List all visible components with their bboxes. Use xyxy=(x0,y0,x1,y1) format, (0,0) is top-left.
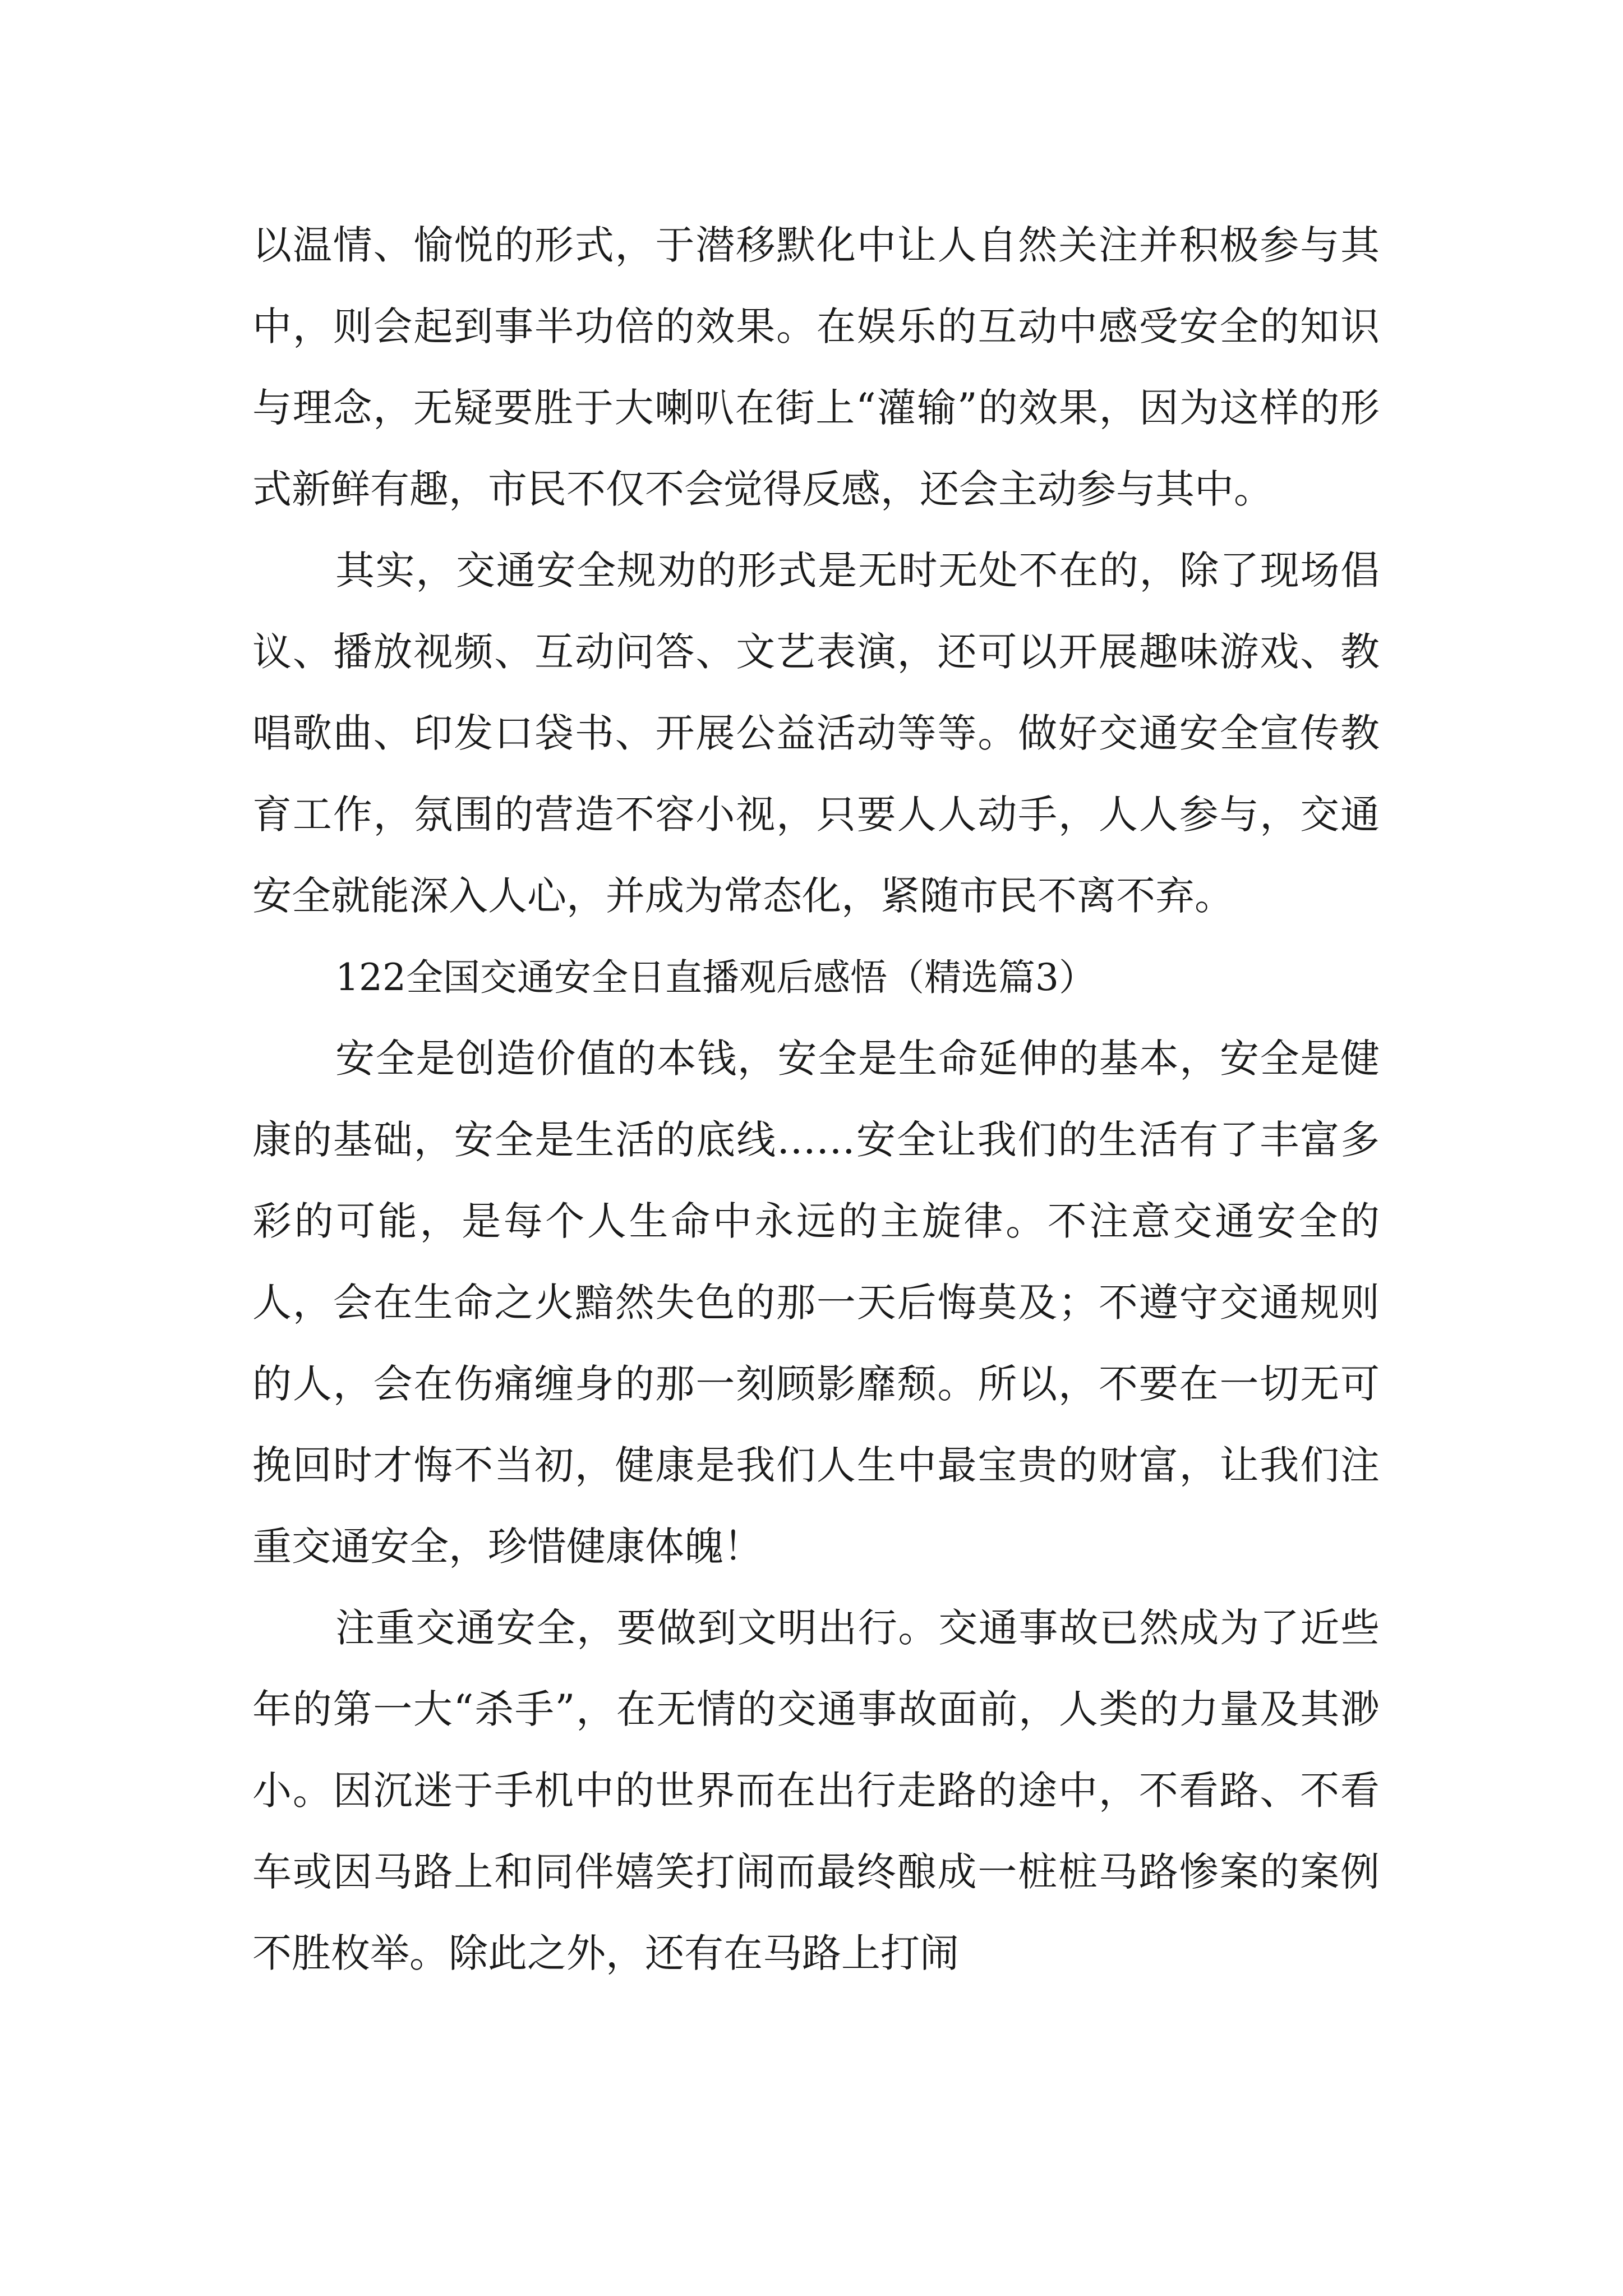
paragraph-continued: 以温情、愉悦的形式，于潜移默化中让人自然关注并积极参与其中，则会起到事半功倍的效果。在娱乐的互动中感受安全的知识与理念，无疑要胜于大喇叭在街上“灌输”的效果，因为这样的形式新鲜有趣，市民不仅不会觉得反感，还会主动参与其中。 xyxy=(252,222,1380,512)
paragraph-civilized-travel: 注重交通安全，要做到文明出行。交通事故已然成为了近些年的第一大“杀手”，在无情的交通事故面前，人类的力量及其渺小。因沉迷于手机中的世界而在出行走路的途中，不看路、不看车或因马路上和同伴嬉笑打闹而最终酿成一桩桩马路惨案的案例不胜枚举。除此之外，还有在马路上打闹 xyxy=(252,1605,1380,1976)
document-body xyxy=(252,205,1380,1994)
paragraph-safety-value: 安全是创造价值的本钱，安全是生命延伸的基本，安全是健康的基础，安全是生活的底线……安全让我们的生活有了丰富多彩的可能，是每个人生命中永远的主旋律。不注意交通安全的人，会在生命之火黯然失色的那一天后悔莫及；不遵守交通规则的人，会在伤痛缠身的那一刻顾影靡颓。所以，不要在一切无可挽回时才悔不当初，健康是我们人生中最宝贵的财富，让我们注重交通安全，珍惜健康体魄！ xyxy=(252,1036,1380,1570)
paragraph-traffic-safety-forms: 其实，交通安全规劝的形式是无时无处不在的，除了现场倡议、播放视频、互动问答、文艺表演，还可以开展趣味游戏、教唱歌曲、印发口袋书、开展公益活动等等。做好交通安全宣传教育工作，氛围的营造不容小视，只要人人动手，人人参与，交通安全就能深入人心，并成为常态化，紧随市民不离不弃。 xyxy=(252,547,1380,919)
section-heading: 122全国交通安全日直播观后感悟（精选篇3） xyxy=(335,956,1096,999)
